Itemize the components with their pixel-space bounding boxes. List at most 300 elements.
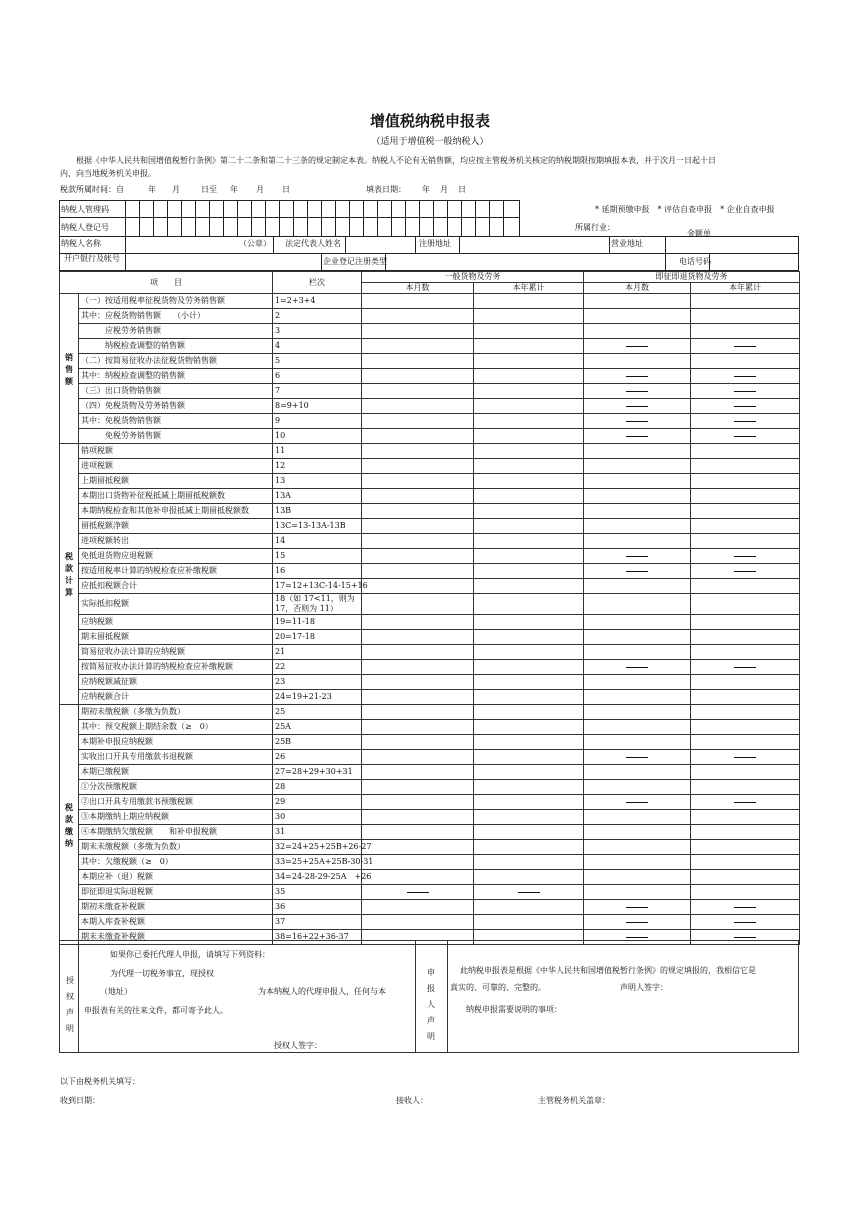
value-cell[interactable]: [474, 825, 584, 840]
value-cell[interactable]: [474, 870, 584, 885]
value-cell[interactable]: [362, 384, 474, 399]
value-cell[interactable]: [584, 885, 691, 900]
value-cell[interactable]: [584, 309, 691, 324]
value-cell[interactable]: [362, 870, 474, 885]
table-body: [60, 294, 800, 945]
row-item: ③本期缴纳上期应纳税额: [79, 810, 273, 825]
value-cell[interactable]: [691, 369, 800, 384]
value-cell[interactable]: [362, 564, 474, 579]
value-cell[interactable]: [362, 810, 474, 825]
value-cell[interactable]: [362, 750, 474, 765]
value-cell[interactable]: [584, 564, 691, 579]
row-item: 应税劳务销售额: [79, 324, 273, 339]
row-item: 免抵退货物应退税额: [79, 549, 273, 564]
value-cell[interactable]: [362, 474, 474, 489]
value-cell[interactable]: [362, 504, 474, 519]
value-cell[interactable]: [362, 735, 474, 750]
dash-mark: [626, 907, 648, 908]
value-cell[interactable]: [691, 294, 800, 309]
dash-mark: [626, 556, 648, 557]
row-line: 7: [273, 384, 362, 399]
value-cell[interactable]: [362, 294, 474, 309]
table-row: [60, 780, 800, 795]
value-cell[interactable]: [691, 690, 800, 705]
value-cell[interactable]: [584, 459, 691, 474]
row-line: 24=19+21-23: [273, 690, 362, 705]
row-line: 29: [273, 795, 362, 810]
row-line: 30: [273, 810, 362, 825]
dash-mark: [734, 922, 756, 923]
page-subtitle: （适用于增值税一般纳税人）: [371, 137, 489, 147]
value-cell[interactable]: [691, 579, 800, 594]
row-item: ②出口开具专用缴款书预缴税额: [79, 795, 273, 810]
value-cell[interactable]: [362, 885, 474, 900]
value-cell[interactable]: [474, 594, 584, 615]
row-item: 应纳税额合计: [79, 690, 273, 705]
dash-mark: [734, 376, 756, 377]
value-cell[interactable]: [474, 519, 584, 534]
value-cell[interactable]: [362, 489, 474, 504]
value-cell[interactable]: [691, 339, 800, 354]
value-cell[interactable]: [584, 294, 691, 309]
table-row: [60, 399, 800, 414]
value-cell[interactable]: [691, 870, 800, 885]
value-cell[interactable]: [691, 630, 800, 645]
value-cell[interactable]: [362, 369, 474, 384]
value-cell[interactable]: [474, 579, 584, 594]
table-row: [60, 915, 800, 930]
value-cell[interactable]: [362, 429, 474, 444]
value-cell[interactable]: [474, 645, 584, 660]
dash-mark: [626, 346, 648, 347]
value-cell[interactable]: [584, 534, 691, 549]
value-cell[interactable]: [362, 579, 474, 594]
dash-mark: [626, 667, 648, 668]
value-cell[interactable]: [362, 840, 474, 855]
row-item: 期初未缴税额（多缴为负数）: [79, 705, 273, 720]
value-cell[interactable]: [691, 810, 800, 825]
table-row: [60, 825, 800, 840]
row-item: 即征即退实际退税额: [79, 885, 273, 900]
table-row: [60, 414, 800, 429]
row-item: 本期入库查补税额: [79, 915, 273, 930]
value-cell[interactable]: [474, 810, 584, 825]
dash-mark: [734, 757, 756, 758]
value-cell[interactable]: [474, 900, 584, 915]
value-cell[interactable]: [584, 915, 691, 930]
value-cell[interactable]: [362, 675, 474, 690]
value-cell[interactable]: [474, 459, 584, 474]
table-row: [60, 900, 800, 915]
row-line: 18（如 17<11，则为 17，否则为 11）: [273, 594, 362, 615]
value-cell[interactable]: [362, 549, 474, 564]
value-cell[interactable]: [474, 705, 584, 720]
main-table: [59, 271, 800, 945]
row-item: 期末留抵税额: [79, 630, 273, 645]
refund-year-header: 本年累计: [691, 283, 800, 294]
value-cell[interactable]: [584, 489, 691, 504]
value-cell[interactable]: [691, 459, 800, 474]
value-cell[interactable]: [691, 324, 800, 339]
value-cell[interactable]: [362, 324, 474, 339]
value-cell[interactable]: [474, 489, 584, 504]
value-cell[interactable]: [362, 900, 474, 915]
period-d1: 日至: [201, 185, 217, 194]
row-line: 35: [273, 885, 362, 900]
value-cell[interactable]: [691, 720, 800, 735]
value-cell[interactable]: [691, 915, 800, 930]
auth-line-1: 如果你已委托代理人申报，请填写下列资料：: [110, 950, 270, 959]
value-cell[interactable]: [691, 840, 800, 855]
value-cell[interactable]: [474, 690, 584, 705]
value-cell[interactable]: [362, 690, 474, 705]
value-cell[interactable]: [691, 735, 800, 750]
value-cell[interactable]: [691, 504, 800, 519]
auth-line-4: 申报表有关的往来文件，都可寄予此人。: [84, 1006, 228, 1015]
row-line: 16: [273, 564, 362, 579]
row-item: 其中：纳税检查调整的销售额: [79, 369, 273, 384]
row-item: ④本期缴纳欠缴税额 和补申报税额: [79, 825, 273, 840]
value-cell[interactable]: [691, 489, 800, 504]
value-cell[interactable]: [584, 549, 691, 564]
fill-date-d: 日: [458, 185, 466, 194]
value-cell[interactable]: [474, 534, 584, 549]
table-row: [60, 735, 800, 750]
value-cell[interactable]: [584, 414, 691, 429]
value-cell[interactable]: [474, 399, 584, 414]
value-cell[interactable]: [474, 765, 584, 780]
value-cell[interactable]: [362, 519, 474, 534]
table-row: [60, 840, 800, 855]
value-cell[interactable]: [474, 564, 584, 579]
value-cell[interactable]: [691, 429, 800, 444]
value-cell[interactable]: [584, 384, 691, 399]
value-cell[interactable]: [362, 780, 474, 795]
value-cell[interactable]: [584, 855, 691, 870]
dash-mark: [626, 571, 648, 572]
row-line: 33=25+25A+25B-30-31: [273, 855, 362, 870]
value-cell[interactable]: [584, 735, 691, 750]
group-refund-header: 即征即退货物及劳务: [584, 272, 800, 283]
value-cell[interactable]: [584, 615, 691, 630]
row-line: 6: [273, 369, 362, 384]
row-item: 按适用税率计算的纳税检查应补缴税额: [79, 564, 273, 579]
table-row: [60, 444, 800, 459]
value-cell[interactable]: [691, 414, 800, 429]
row-line: 26: [273, 750, 362, 765]
value-cell[interactable]: [474, 615, 584, 630]
value-cell[interactable]: [584, 399, 691, 414]
table-row: [60, 870, 800, 885]
value-cell[interactable]: [362, 915, 474, 930]
table-row: [60, 690, 800, 705]
table-row: [60, 519, 800, 534]
table-row: [60, 294, 800, 309]
decl-line-2: 真实的、可靠的、完整的。: [450, 983, 546, 992]
value-cell[interactable]: [584, 765, 691, 780]
table-row: [60, 549, 800, 564]
value-cell[interactable]: [691, 705, 800, 720]
row-line: 36: [273, 900, 362, 915]
value-cell[interactable]: [691, 765, 800, 780]
value-cell[interactable]: [584, 690, 691, 705]
value-cell[interactable]: [474, 630, 584, 645]
value-cell[interactable]: [584, 870, 691, 885]
table-row: [60, 765, 800, 780]
period-y1: 年: [148, 185, 156, 194]
row-item: 应纳税额: [79, 615, 273, 630]
value-cell[interactable]: [362, 855, 474, 870]
value-cell[interactable]: [474, 750, 584, 765]
value-cell[interactable]: [584, 900, 691, 915]
row-item: 其中：预交税额上期结余数（≥ 0）: [79, 720, 273, 735]
section-label: 销售额: [60, 294, 79, 444]
value-cell[interactable]: [474, 429, 584, 444]
row-item: 应纳税额减征额: [79, 675, 273, 690]
dash-mark: [734, 667, 756, 668]
value-cell[interactable]: [584, 720, 691, 735]
value-cell[interactable]: [362, 825, 474, 840]
value-cell[interactable]: [474, 414, 584, 429]
decl-note-label: 纳税申报需要说明的事项：: [466, 1005, 562, 1014]
value-cell[interactable]: [691, 594, 800, 615]
value-cell[interactable]: [584, 645, 691, 660]
value-cell[interactable]: [691, 354, 800, 369]
value-cell[interactable]: [584, 840, 691, 855]
value-cell[interactable]: [474, 885, 584, 900]
group-general-header: 一般货物及劳务: [362, 272, 584, 283]
table-row: [60, 630, 800, 645]
tax-office-label: 以下由税务机关填写：: [60, 1077, 140, 1086]
value-cell[interactable]: [362, 720, 474, 735]
reg-type-label: 企业登记注册类型: [323, 257, 387, 266]
period-m1: 月: [172, 185, 180, 194]
value-cell[interactable]: [474, 504, 584, 519]
value-cell[interactable]: [584, 429, 691, 444]
row-item: 本期出口货物补征税抵减上期留抵税额数: [79, 489, 273, 504]
dash-mark: [734, 436, 756, 437]
row-item: ①分次预缴税额: [79, 780, 273, 795]
table-row: [60, 705, 800, 720]
value-cell[interactable]: [362, 645, 474, 660]
table-row: [60, 504, 800, 519]
value-cell[interactable]: [691, 549, 800, 564]
row-line: 1=2+3+4: [273, 294, 362, 309]
value-cell[interactable]: [691, 564, 800, 579]
section-label: 税款缴纳: [60, 705, 79, 945]
dash-mark: [734, 937, 756, 938]
row-item: 本期应补（退）税额: [79, 870, 273, 885]
table-row: [60, 339, 800, 354]
fill-date-y: 年: [422, 185, 430, 194]
value-cell[interactable]: [584, 675, 691, 690]
value-cell[interactable]: [474, 339, 584, 354]
table-row: [60, 384, 800, 399]
value-cell[interactable]: [362, 444, 474, 459]
value-cell[interactable]: [691, 900, 800, 915]
value-cell[interactable]: [691, 534, 800, 549]
row-item: 本期已缴税额: [79, 765, 273, 780]
value-cell[interactable]: [474, 354, 584, 369]
value-cell[interactable]: [474, 780, 584, 795]
value-cell[interactable]: [362, 630, 474, 645]
biz-addr-label: 营业地址: [611, 239, 643, 248]
table-row: [60, 675, 800, 690]
declaration-block: [59, 940, 799, 1053]
value-cell[interactable]: [362, 765, 474, 780]
value-cell[interactable]: [584, 660, 691, 675]
row-item: 应抵扣税额合计: [79, 579, 273, 594]
dash-mark: [734, 571, 756, 572]
row-line: 25B: [273, 735, 362, 750]
value-cell[interactable]: [584, 810, 691, 825]
dash-mark: [734, 907, 756, 908]
value-cell[interactable]: [362, 354, 474, 369]
dash-mark: [626, 391, 648, 392]
period-y2: 年: [230, 185, 238, 194]
row-item: 实际抵扣税额: [79, 594, 273, 615]
value-cell[interactable]: [474, 735, 584, 750]
value-cell[interactable]: [362, 615, 474, 630]
value-cell[interactable]: [362, 399, 474, 414]
table-row: [60, 429, 800, 444]
table-row: [60, 489, 800, 504]
value-cell[interactable]: [474, 720, 584, 735]
row-line: 13: [273, 474, 362, 489]
value-cell[interactable]: [584, 750, 691, 765]
value-cell[interactable]: [362, 705, 474, 720]
value-cell[interactable]: [584, 354, 691, 369]
value-cell[interactable]: [584, 444, 691, 459]
row-item: 按简易征收办法计算的纳税检查应补缴税额: [79, 660, 273, 675]
value-cell[interactable]: [691, 384, 800, 399]
value-cell[interactable]: [362, 534, 474, 549]
value-cell[interactable]: [474, 915, 584, 930]
value-cell[interactable]: [691, 645, 800, 660]
value-cell[interactable]: [474, 444, 584, 459]
value-cell[interactable]: [691, 660, 800, 675]
table-row: [60, 309, 800, 324]
value-cell[interactable]: [584, 594, 691, 615]
value-cell[interactable]: [584, 369, 691, 384]
value-cell[interactable]: [474, 324, 584, 339]
value-cell[interactable]: [474, 384, 584, 399]
value-cell[interactable]: [362, 309, 474, 324]
value-cell[interactable]: [362, 795, 474, 810]
value-cell[interactable]: [691, 519, 800, 534]
value-cell[interactable]: [474, 675, 584, 690]
value-cell[interactable]: [584, 705, 691, 720]
auth-title: 授权声明: [66, 976, 74, 1033]
value-cell[interactable]: [474, 795, 584, 810]
receiver-label: 接收人：: [396, 1096, 428, 1105]
row-line: 27=28+29+30+31: [273, 765, 362, 780]
value-cell[interactable]: [474, 660, 584, 675]
decl-sign-label: 声明人签字：: [620, 983, 668, 992]
dash-mark: [734, 346, 756, 347]
value-cell[interactable]: [691, 444, 800, 459]
row-line: 3: [273, 324, 362, 339]
row-item: （一）按适用税率征税货物及劳务销售额: [79, 294, 273, 309]
value-cell[interactable]: [474, 549, 584, 564]
value-cell[interactable]: [691, 885, 800, 900]
row-item: 进项税额: [79, 459, 273, 474]
refund-month-header: 本月数: [584, 283, 691, 294]
value-cell[interactable]: [362, 594, 474, 615]
declare-type-options[interactable]: * 延期预缴申报 * 评估自查申报 * 企业自查申报: [595, 205, 775, 214]
value-cell[interactable]: [584, 780, 691, 795]
value-cell[interactable]: [691, 309, 800, 324]
dash-mark: [734, 406, 756, 407]
table-row: [60, 750, 800, 765]
value-cell[interactable]: [362, 339, 474, 354]
value-cell[interactable]: [362, 459, 474, 474]
value-cell[interactable]: [691, 474, 800, 489]
value-cell[interactable]: [584, 795, 691, 810]
value-cell[interactable]: [474, 840, 584, 855]
value-cell[interactable]: [474, 369, 584, 384]
reg-no-label: 纳税人登记号: [61, 223, 109, 232]
table-row: [60, 579, 800, 594]
value-cell[interactable]: [584, 504, 691, 519]
value-cell[interactable]: [691, 780, 800, 795]
table-row: [60, 594, 800, 615]
row-line: 34=24-28-29-25A +26: [273, 870, 362, 885]
value-cell[interactable]: [691, 615, 800, 630]
value-cell[interactable]: [584, 324, 691, 339]
value-cell[interactable]: [362, 660, 474, 675]
table-row: [60, 645, 800, 660]
value-cell[interactable]: [691, 750, 800, 765]
value-cell[interactable]: [691, 825, 800, 840]
row-item: 期末未缴税额（多缴为负数）: [79, 840, 273, 855]
decl-title: 申报人声明: [427, 968, 435, 1041]
value-cell[interactable]: [691, 795, 800, 810]
row-line: 13C=13-13A-13B: [273, 519, 362, 534]
value-cell[interactable]: [474, 855, 584, 870]
table-row: [60, 810, 800, 825]
row-line: 17=12+13C-14-15+16: [273, 579, 362, 594]
value-cell[interactable]: [691, 399, 800, 414]
value-cell[interactable]: [474, 309, 584, 324]
row-line: 21: [273, 645, 362, 660]
dash-mark: [626, 421, 648, 422]
auth-line-2: 为代理一切税务事宜，现授权: [110, 969, 214, 978]
row-item: 其中：免税货物销售额: [79, 414, 273, 429]
table-row: [60, 459, 800, 474]
row-item: （三）出口货物销售额: [79, 384, 273, 399]
row-item: （四）免税货物及劳务销售额: [79, 399, 273, 414]
value-cell[interactable]: [362, 414, 474, 429]
value-cell[interactable]: [584, 825, 691, 840]
reg-addr-label: 注册地址: [419, 239, 451, 248]
value-cell[interactable]: [584, 519, 691, 534]
row-line: 11: [273, 444, 362, 459]
decl-line-1: 此纳税申报表是根据《中华人民共和国增值税暂行条例》的规定填报的，我相信它是: [460, 966, 756, 975]
value-cell[interactable]: [474, 474, 584, 489]
value-cell[interactable]: [474, 294, 584, 309]
value-cell[interactable]: [584, 579, 691, 594]
period-m2: 月: [256, 185, 264, 194]
value-cell[interactable]: [584, 339, 691, 354]
value-cell[interactable]: [691, 855, 800, 870]
row-line: 5: [273, 354, 362, 369]
row-item: 本期纳税检查和其他补申报抵减上期留抵税额数: [79, 504, 273, 519]
value-cell[interactable]: [584, 474, 691, 489]
value-cell[interactable]: [691, 675, 800, 690]
value-cell[interactable]: [584, 630, 691, 645]
row-item: （二）按简易征收办法征税货物销售额: [79, 354, 273, 369]
